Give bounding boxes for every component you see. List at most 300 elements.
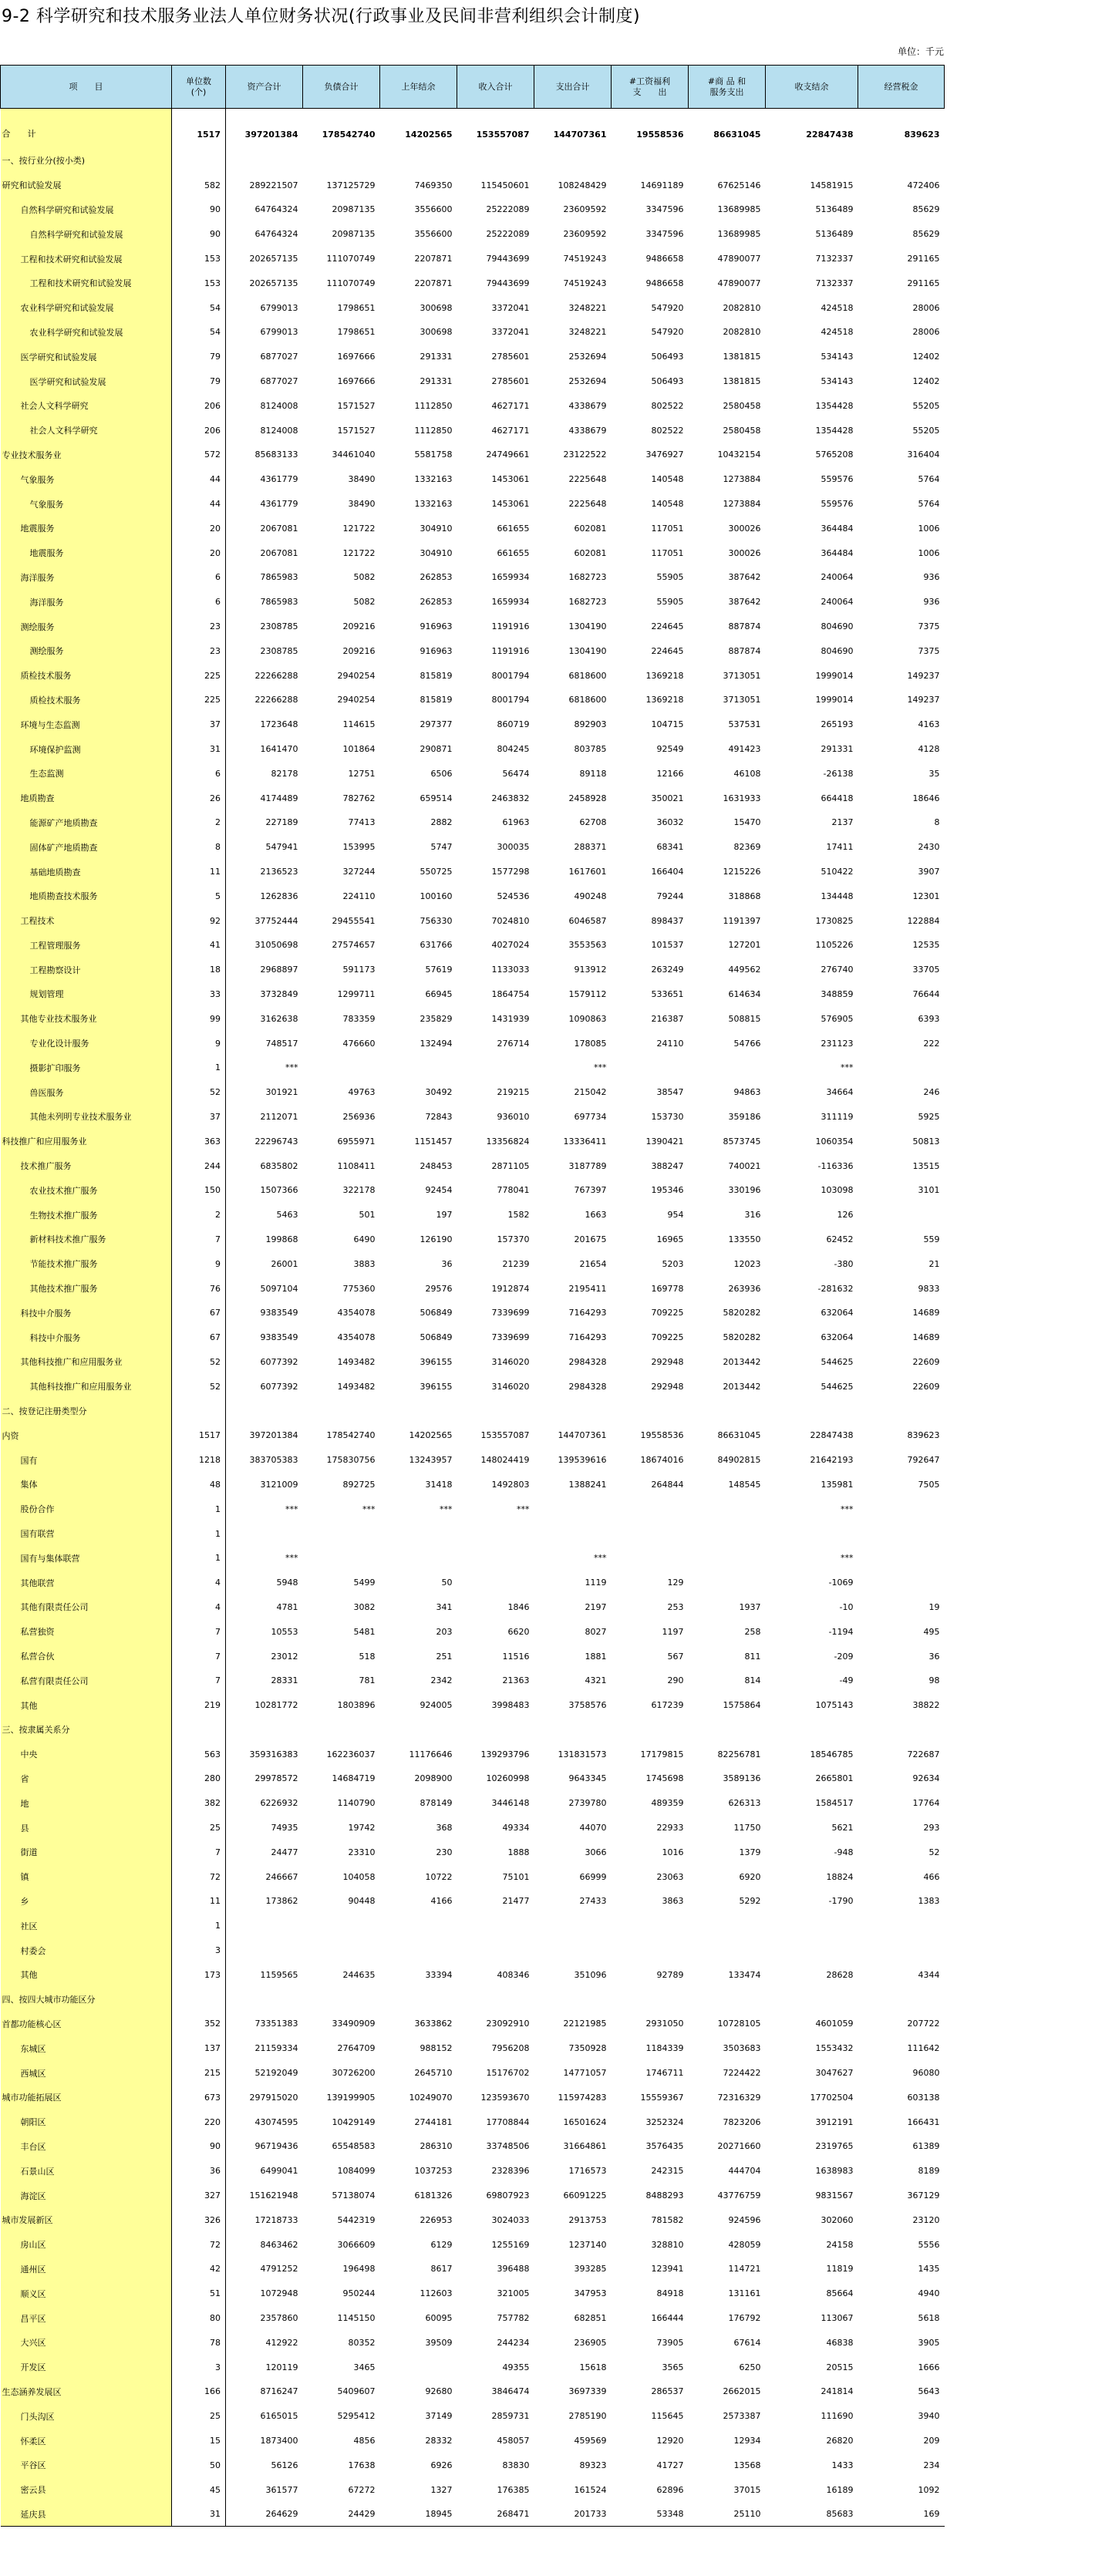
cell-value: 898437	[651, 915, 684, 926]
cell-value	[172, 149, 226, 173]
table-row	[1, 173, 945, 197]
cell-value: 115450601	[480, 180, 530, 190]
row-label: 环境与生态监测	[1, 712, 172, 737]
table-row	[1, 418, 945, 443]
cell-value: 617239	[651, 1700, 684, 1711]
cell-value	[858, 1914, 945, 1938]
cell-value: 508815	[728, 1013, 761, 1024]
cell-value: 778041	[497, 1185, 530, 1196]
cell-value: 1381815	[723, 376, 761, 387]
cell-value: 382	[172, 1791, 226, 1816]
cell-value: 4027024	[491, 940, 530, 951]
cell-value: 559576	[821, 474, 854, 485]
cell-value	[766, 1399, 858, 1423]
cell-value	[534, 1938, 612, 1963]
cell-value: 1507366	[260, 1185, 298, 1196]
cell-value: 264629	[226, 2502, 303, 2527]
cell-value: 21239	[502, 1258, 530, 1269]
cell-value: 77413	[348, 817, 376, 828]
cell-value: 814	[744, 1675, 761, 1686]
cell-value: 16965	[656, 1234, 684, 1244]
table-row	[1, 1374, 945, 1399]
cell-value: 14202565	[405, 129, 453, 140]
cell-value: 1577298	[491, 867, 530, 877]
table-row	[1, 2330, 945, 2355]
cell-value: 537531	[728, 719, 761, 730]
cell-value: 96719436	[254, 2141, 298, 2152]
cell-value: 2308785	[260, 645, 298, 656]
cell-value	[689, 149, 766, 173]
cell-value: 1	[172, 1056, 226, 1080]
cell-value: 246667	[265, 1871, 298, 1882]
cell-value: 23	[172, 638, 226, 663]
cell-value: 1145150	[337, 2313, 376, 2324]
row-label: 社会人文科学研究	[1, 393, 172, 418]
cell-value: 1388241	[568, 1479, 607, 1490]
cell-value: 3576435	[645, 2141, 684, 2152]
row-label: 节能技术推广服务	[1, 1251, 172, 1276]
cell-value	[766, 1987, 858, 2012]
cell-value: 3347596	[645, 204, 684, 215]
cell-value: 2871105	[491, 1160, 530, 1171]
table-row	[1, 295, 945, 320]
table-row	[1, 1153, 945, 1178]
cell-value: 24749661	[486, 450, 530, 460]
cell-value: 92	[172, 908, 226, 933]
cell-value: 1745698	[645, 1773, 684, 1784]
cell-value: 263249	[651, 965, 684, 975]
cell-value: 8027	[585, 1626, 607, 1637]
cell-value: 123593670	[480, 2092, 530, 2103]
cell-value: 234	[923, 2460, 940, 2470]
cell-value: 1638983	[815, 2166, 854, 2177]
row-label: 私营有限责任公司	[1, 1669, 172, 1693]
cell-value: 49763	[348, 1087, 376, 1098]
cell-value: 144707361	[553, 129, 607, 140]
cell-value: 7132337	[815, 278, 854, 288]
row-label: 摄影扩印服务	[1, 1056, 172, 1080]
cell-value: 21363	[502, 1675, 530, 1686]
table-row	[1, 786, 945, 810]
row-label: 其他专业技术服务业	[1, 1006, 172, 1031]
cell-value: 3146020	[491, 1356, 530, 1367]
table-row	[1, 2502, 945, 2527]
cell-value: 572	[172, 443, 226, 467]
cell-value: 82369	[733, 842, 761, 853]
cell-value: 1746711	[645, 2068, 684, 2079]
table-row	[1, 1325, 945, 1350]
cell-value: 4321	[585, 1675, 607, 1686]
cell-value: 291165	[907, 278, 940, 288]
cell-value: 534143	[821, 376, 854, 387]
cell-value: 2984328	[568, 1356, 607, 1367]
cell-value: 268471	[457, 2502, 534, 2527]
cell-value: 2580458	[723, 400, 761, 411]
cell-value: 767397	[574, 1185, 607, 1196]
cell-value: 2207871	[414, 278, 453, 288]
cell-value: 153730	[651, 1111, 684, 1122]
cell-value	[380, 1718, 457, 1743]
row-label: 门头沟区	[1, 2404, 172, 2429]
cell-value: 242315	[651, 2166, 684, 2177]
cell-value: 134448	[821, 891, 854, 901]
cell-value: 115645	[651, 2411, 684, 2422]
cell-value: 1431939	[491, 1013, 530, 1024]
cell-value: 1846	[507, 1601, 530, 1612]
cell-value: 265193	[821, 719, 854, 730]
row-label: 自然科学研究和试验发展	[1, 222, 172, 247]
table-header-row	[1, 66, 945, 109]
cell-value: 860719	[497, 719, 530, 730]
cell-value: 13568	[733, 2460, 761, 2470]
cell-value: 111070749	[326, 254, 376, 264]
cell-value: 209216	[342, 645, 376, 656]
cell-value: 2882	[430, 817, 453, 828]
cell-value: 7024810	[491, 915, 530, 926]
cell-value: 12402	[912, 352, 940, 362]
cell-value: 127201	[728, 940, 761, 951]
cell-value: 162236037	[326, 1749, 376, 1759]
cell-value: 166404	[651, 867, 684, 877]
cell-value: 31050698	[254, 940, 298, 951]
cell-value: 2430	[918, 842, 940, 853]
cell-value: 363	[172, 1129, 226, 1153]
cell-value: 236905	[574, 2337, 607, 2348]
cell-value: 350021	[651, 793, 684, 803]
cell-value: 1	[172, 1521, 226, 1546]
cell-value: 62452	[826, 1234, 854, 1244]
cell-value: 3633862	[414, 2019, 453, 2029]
cell-value: 1191916	[491, 621, 530, 632]
cell-value: 6835802	[260, 1160, 298, 1171]
cell-value: 72	[172, 2232, 226, 2257]
table-row	[1, 1962, 945, 1987]
row-label: 测绘服务	[1, 615, 172, 639]
row-label: 集体	[1, 1473, 172, 1497]
row-label: 其他科技推广和应用服务业	[1, 1350, 172, 1375]
cell-value: -209	[834, 1651, 854, 1662]
cell-value: 52	[172, 1350, 226, 1375]
cell-value: 121722	[342, 523, 376, 534]
cell-value: 33394	[425, 1969, 453, 1980]
cell-value: ***	[841, 1062, 854, 1073]
cell-value: 20	[172, 540, 226, 565]
cell-value: 408346	[497, 1969, 530, 1980]
cell-value: 466	[923, 1871, 940, 1882]
cell-value: 28332	[425, 2436, 453, 2446]
cell-value: 316	[744, 1210, 761, 1221]
table-row	[1, 860, 945, 884]
cell-value: 3565	[662, 2362, 684, 2372]
column-header: 资产合计	[226, 66, 303, 109]
cell-value: 954	[667, 1210, 684, 1221]
cell-value: 1999014	[815, 695, 854, 705]
cell-value: 2098900	[414, 1773, 453, 1784]
cell-value: 52	[172, 1374, 226, 1399]
cell-value: 153	[172, 247, 226, 271]
cell-value: 75101	[502, 1871, 530, 1882]
cell-value: 90	[172, 197, 226, 222]
cell-value	[172, 1718, 226, 1743]
cell-value: 7865983	[260, 597, 298, 608]
cell-value: 534143	[821, 352, 854, 362]
cell-value: 66091225	[563, 2190, 607, 2201]
cell-value: 1084099	[337, 2166, 376, 2177]
cell-value: 1493482	[337, 1356, 376, 1367]
cell-value: -10	[839, 1601, 854, 1612]
cell-value: 276740	[821, 965, 854, 975]
table-row	[1, 247, 945, 271]
cell-value: 4627171	[491, 425, 530, 436]
cell-value: 7	[172, 1619, 226, 1644]
cell-value: 13689985	[717, 229, 761, 240]
cell-value: 5948	[276, 1578, 298, 1588]
cell-value: 222	[923, 1038, 940, 1049]
cell-value: 1517	[172, 109, 226, 149]
cell-value: 12402	[912, 376, 940, 387]
cell-value: 176385	[497, 2484, 530, 2495]
row-label: 基础地质勘查	[1, 860, 172, 884]
row-label: 乡	[1, 1889, 172, 1914]
row-label: 私营独资	[1, 1619, 172, 1644]
cell-value: 7469350	[414, 180, 453, 190]
cell-value: 96080	[912, 2068, 940, 2079]
cell-value: 6	[172, 565, 226, 590]
cell-value: 38822	[912, 1700, 940, 1711]
cell-value: 131161	[728, 2288, 761, 2299]
cell-value: 10249070	[409, 2092, 453, 2103]
cell-value: -26138	[823, 768, 854, 779]
row-label: 城市功能拓展区	[1, 2085, 172, 2110]
column-header: 上年结余	[380, 66, 457, 109]
cell-value	[858, 1987, 945, 2012]
cell-value: 491423	[728, 744, 761, 755]
table-row	[1, 1031, 945, 1056]
cell-value: 472406	[907, 180, 940, 190]
cell-value: 1	[172, 1497, 226, 1521]
cell-value: -116336	[817, 1160, 854, 1171]
cell-value: 291331	[821, 744, 854, 755]
cell-value: 547920	[651, 327, 684, 338]
cell-value: 117051	[651, 523, 684, 534]
cell-value: 178542740	[326, 1430, 376, 1441]
cell-value: 1575864	[723, 1700, 761, 1711]
cell-value: 916963	[420, 621, 453, 632]
cell-value: 33748506	[486, 2141, 530, 2152]
cell-value: 56126	[271, 2460, 298, 2470]
cell-value: 215042	[574, 1087, 607, 1098]
cell-value: 133550	[728, 1234, 761, 1244]
cell-value: 5820282	[723, 1332, 761, 1343]
cell-value: 5499	[353, 1578, 376, 1588]
column-header: 经营税金	[858, 66, 945, 109]
cell-value	[457, 1987, 534, 2012]
cell-value	[534, 1718, 612, 1743]
cell-value: 330196	[728, 1185, 761, 1196]
row-label: 农业科学研究和试验发展	[1, 295, 172, 320]
cell-value: 544625	[821, 1356, 854, 1367]
cell-value: 17702504	[810, 2092, 854, 2103]
cell-value	[689, 1546, 766, 1571]
cell-value: 55205	[912, 425, 940, 436]
cell-value: 4338679	[568, 425, 607, 436]
cell-value: 1197	[662, 1626, 684, 1637]
table-row	[1, 761, 945, 786]
cell-value: 9486658	[645, 278, 684, 288]
row-label: 海淀区	[1, 2184, 172, 2208]
cell-value: 559	[923, 1234, 940, 1244]
cell-value: 17218733	[254, 2214, 298, 2225]
cell-value: 53348	[612, 2502, 689, 2527]
cell-value: 297377	[420, 719, 453, 730]
cell-value: 31	[172, 2502, 226, 2527]
cell-value: 2532694	[568, 376, 607, 387]
table-row	[1, 393, 945, 418]
cell-value: 122884	[907, 915, 940, 926]
cell-value: 263936	[728, 1283, 761, 1294]
cell-value: 207722	[907, 2019, 940, 2029]
cell-value: 4344	[918, 1969, 940, 1980]
cell-value: 449562	[728, 965, 761, 975]
table-row	[1, 590, 945, 615]
cell-value: 3066609	[337, 2239, 376, 2250]
cell-value: 202657135	[249, 278, 298, 288]
cell-value: 86631045	[713, 129, 761, 140]
cell-value: 39509	[425, 2337, 453, 2348]
cell-value: 3347596	[645, 229, 684, 240]
cell-value: 206	[172, 418, 226, 443]
cell-value: 74519243	[563, 278, 607, 288]
table-row	[1, 1473, 945, 1497]
cell-value: 368	[436, 1823, 453, 1834]
cell-value: 52	[928, 1847, 940, 1857]
column-header: 项 目	[1, 66, 172, 109]
cell-value	[689, 1987, 766, 2012]
cell-value: 782762	[342, 793, 376, 803]
table-row	[1, 320, 945, 345]
table-row	[1, 2207, 945, 2232]
row-label: 私营合伙	[1, 1644, 172, 1669]
cell-value: 202657135	[249, 254, 298, 264]
table-row	[1, 2429, 945, 2453]
cell-value: 518	[359, 1651, 376, 1662]
cell-value: 4	[172, 1571, 226, 1595]
cell-value: 424518	[821, 302, 854, 313]
table-row	[1, 1350, 945, 1375]
cell-value: 1	[172, 1914, 226, 1938]
cell-value: 3713051	[723, 695, 761, 705]
row-label: 其他科技推广和应用服务业	[1, 1374, 172, 1399]
cell-value: 15	[172, 2429, 226, 2453]
cell-value: 15470	[733, 817, 761, 828]
cell-value: 201675	[574, 1234, 607, 1244]
cell-value: 988152	[420, 2043, 453, 2054]
cell-value: -49	[839, 1675, 854, 1686]
row-label: 研究和试验发展	[1, 173, 172, 197]
cell-value	[766, 1938, 858, 1963]
cell-value: 5	[172, 884, 226, 908]
cell-value: 664418	[821, 793, 854, 803]
row-label: 科技推广和应用服务业	[1, 1129, 172, 1153]
cell-value: 3121009	[260, 1479, 298, 1490]
table-row	[1, 1129, 945, 1153]
cell-value: 178085	[574, 1038, 607, 1049]
cell-value: 348859	[821, 988, 854, 999]
cell-value: 256936	[342, 1111, 376, 1122]
cell-value: 99	[172, 1006, 226, 1031]
table-row	[1, 149, 945, 173]
cell-value: 2082810	[723, 302, 761, 313]
cell-value: 10728105	[717, 2019, 761, 2029]
cell-value: 3476927	[645, 450, 684, 460]
cell-value: 92549	[656, 744, 684, 755]
cell-value: 21654	[579, 1258, 607, 1269]
cell-value	[226, 1987, 303, 2012]
row-label: 地震服务	[1, 540, 172, 565]
cell-value: 2785190	[568, 2411, 607, 2422]
cell-value: 120119	[265, 2362, 298, 2372]
row-label: 气象服务	[1, 467, 172, 492]
cell-value: 3589136	[723, 1773, 761, 1784]
cell-value: 13336411	[563, 1136, 607, 1147]
cell-value: 709225	[651, 1308, 684, 1318]
cell-value: 54766	[733, 1038, 761, 1049]
cell-value: 20	[172, 516, 226, 540]
cell-value: 5481	[353, 1626, 376, 1637]
table-row	[1, 1056, 945, 1080]
cell-value: 82256781	[717, 1749, 761, 1759]
table-row	[1, 467, 945, 492]
cell-value: 444704	[728, 2166, 761, 2177]
cell-value: 216387	[651, 1013, 684, 1024]
cell-value: 55905	[656, 572, 684, 583]
row-label: 密云县	[1, 2477, 172, 2502]
row-label: 县	[1, 1816, 172, 1840]
cell-value: 2984328	[568, 1381, 607, 1392]
cell-value: 89323	[579, 2460, 607, 2470]
row-label: 海洋服务	[1, 565, 172, 590]
cell-value: 78	[172, 2330, 226, 2355]
cell-value: 52192049	[254, 2068, 298, 2079]
cell-value: 224110	[342, 891, 376, 901]
cell-value: 8617	[430, 2264, 453, 2275]
cell-value: 248453	[420, 1160, 453, 1171]
row-label: 镇	[1, 1864, 172, 1889]
cell-value: 166	[172, 2379, 226, 2404]
cell-value: 302060	[821, 2214, 854, 2225]
table-row	[1, 958, 945, 982]
cell-value: 132494	[420, 1038, 453, 1049]
cell-value: 76	[172, 1276, 226, 1301]
cell-value: 1159565	[260, 1969, 298, 1980]
cell-value: 4166	[430, 1896, 453, 1907]
cell-value: 506849	[420, 1332, 453, 1343]
cell-value: 506493	[651, 352, 684, 362]
row-label: 其他未列明专业技术服务业	[1, 1105, 172, 1130]
cell-value	[534, 1521, 612, 1546]
cell-value: 94863	[733, 1087, 761, 1098]
cell-value: 10281772	[254, 1700, 298, 1711]
cell-value: 804245	[497, 744, 530, 755]
row-label: 科技中介服务	[1, 1301, 172, 1325]
row-label: 地	[1, 1791, 172, 1816]
cell-value: 7132337	[815, 254, 854, 264]
cell-value: 219215	[497, 1087, 530, 1098]
cell-value: 5295412	[337, 2411, 376, 2422]
cell-value: 17638	[348, 2460, 376, 2470]
cell-value: 4940	[918, 2288, 940, 2299]
cell-value: 175830756	[326, 1455, 376, 1466]
